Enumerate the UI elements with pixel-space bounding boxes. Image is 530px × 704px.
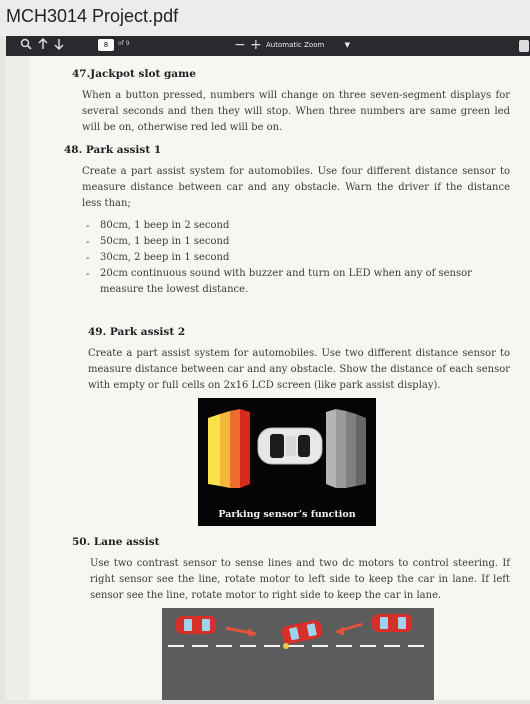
- chevron-down-icon: ▼: [344, 41, 350, 49]
- section-48-title: 48. Park assist 1: [64, 144, 162, 156]
- section-50-title: 50. Lane assist: [72, 536, 160, 548]
- section-49-title: 49. Park assist 2: [88, 326, 186, 338]
- zoom-out-button[interactable]: −: [234, 37, 246, 53]
- section-47-title: 47.Jackpot slot game: [72, 68, 196, 80]
- bullet-item: 80cm, 1 beep in 2 second: [100, 220, 230, 231]
- bullet-item: 20cm continuous sound with buzzer and turn on LED when any of sensor measure the lowest distance.: [100, 268, 472, 295]
- zoom-select-value: Automatic Zoom: [266, 41, 325, 49]
- section-48-body: Create a part assist system for automobiles. Use four different distance sensor to measure distance between car and any obstacle. Warn the driver if the distance less than;: [82, 166, 510, 209]
- parking-sensor-illustration: [198, 398, 376, 526]
- section-49-body: Create a part assist system for automobiles. Use two different distance sensor to measure distance between car and any obstacle. Show the distance of each sensor with empty or full cells on 2x16 LCD screen (like park assist display).: [88, 348, 510, 391]
- section-50-body: Use two contrast sensor to sense lines and two dc motors to control steering. If right sensor see the line, rotate motor to left side to keep the car in lane. If left sensor see the line, rotate motor to right side to keep the car in lane.: [90, 558, 510, 601]
- bullet-item: 30cm, 2 beep in 1 second: [100, 252, 230, 263]
- lane-assist-figure: [162, 608, 434, 700]
- zoom-in-button[interactable]: +: [250, 37, 262, 53]
- section-47-body: When a button pressed, numbers will change on three seven-segment displays for several seconds and then they will stop. When three numbers are same green led will be on, otherwise red led will be on.: [82, 90, 510, 133]
- page-number-input[interactable]: 8: [98, 39, 114, 51]
- document-viewer[interactable]: [6, 56, 530, 700]
- bullet-dash: -: [86, 253, 90, 264]
- arrow-down-icon[interactable]: [54, 38, 64, 54]
- parking-sensor-figure: [198, 398, 376, 526]
- bullet-dash: -: [86, 221, 90, 232]
- zoom-select[interactable]: [266, 39, 356, 52]
- bullet-item: 50cm, 1 beep in 1 second: [100, 236, 230, 247]
- arrow-up-icon[interactable]: [38, 38, 48, 54]
- print-icon[interactable]: [519, 40, 529, 52]
- page-count: of 9: [118, 40, 130, 47]
- bullet-dash: -: [86, 237, 90, 248]
- window-titlebar: [0, 0, 530, 36]
- document-title: MCH3014 Project.pdf: [6, 6, 179, 26]
- search-icon[interactable]: [20, 38, 32, 54]
- figure-caption: Parking sensor’s function: [218, 509, 356, 520]
- pdf-page: [30, 56, 530, 700]
- lane-assist-illustration: [162, 608, 434, 700]
- pdf-toolbar: [6, 36, 530, 56]
- bullet-dash: -: [86, 269, 90, 280]
